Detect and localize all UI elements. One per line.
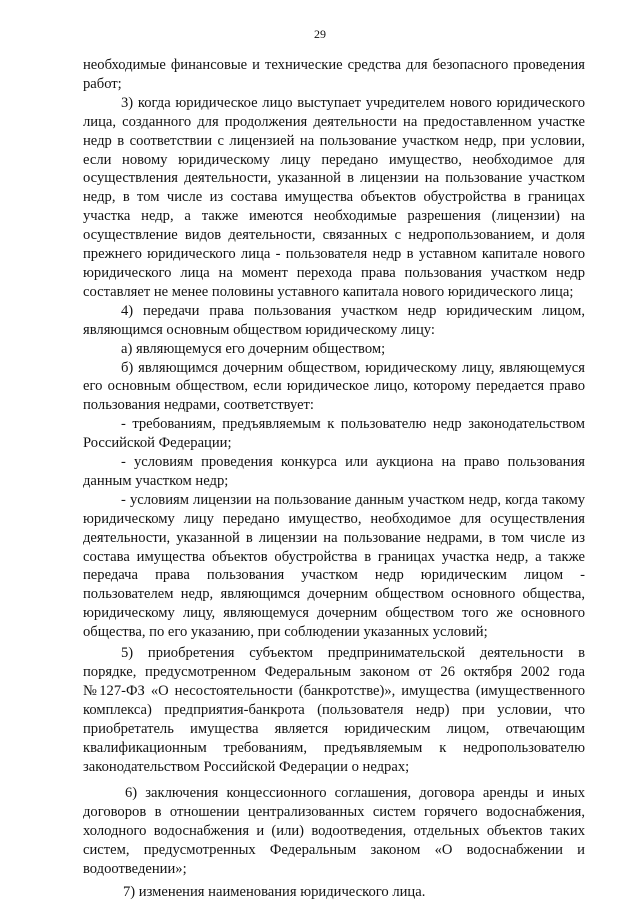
paragraph-item-7: 7) изменения наименования юридического лица. bbox=[123, 883, 426, 900]
paragraph-requirement-legislation: - требованиям, предъявляемым к пользователю недр законодательством Российской Федерации; bbox=[83, 416, 585, 452]
page-number: 29 bbox=[314, 27, 326, 41]
paragraph-subitem-b: б) являющимся дочерним обществом, юридическому лицу, являющемуся его основным обществом, если юридическое лицо, которому передается право пользования недрами, соответствует: bbox=[83, 359, 585, 414]
paragraph-requirement-license: - условиям лицензии на пользование данным участком недр, когда такому юридическому лицу передано имущество, необходимое для осуществления деятельности, указанной в лицензии на пользование недрами, в том числе из состава имущества объектов обустройства в границах участка недр, а также передача права пользования участком недр юридическим лицом - пользователем недр, являющимся дочерним обществом основного общества, юридическому лицу, являющемуся дочерним обществом того же основного общества, по его указанию, при соблюдении указанных условий; bbox=[83, 491, 585, 641]
paragraph-item-4: 4) передачи права пользования участком недр юридическим лицом, являющимся основным обществом юридическому лицу: bbox=[83, 302, 585, 338]
paragraph-item-6: 6) заключения концессионного соглашения, договора аренды и иных договоров в отношении централизованных систем горячего водоснабжения, холодного водоснабжения и (или) водоотведения, отдельных объектов таких систем, предусмотренных Федеральным законом «О водоснабжении и водоотведении»; bbox=[83, 785, 585, 878]
paragraph-item-5: 5) приобретения субъектом предпринимательской деятельности в порядке, предусмотренном Федеральным законом от 26 октября 2002 года №127-ФЗ «О несостоятельности (банкротстве)», имущества (имущественного комплекса) предприятия-банкрота (пользователя недр) при условии, что приобретатель имущества является юридическим лицом, отвечающим квалификационным требованиям, предъявляемым к недропользователю законодательством Российской Федерации о недрах; bbox=[83, 645, 585, 775]
paragraph-requirement-tender: - условиям проведения конкурса или аукциона на право пользования данным участком недр; bbox=[83, 454, 585, 489]
paragraph-continuation: необходимые финансовые и технические средства для безопасного проведения работ; bbox=[83, 57, 585, 92]
document-body bbox=[83, 56, 585, 902]
paragraph-subitem-a: а) являющемуся его дочерним обществом; bbox=[121, 340, 386, 357]
paragraph-item-3: 3) когда юридическое лицо выступает учредителем нового юридического лица, созданного для продолжения деятельности на предоставленном участке недр в соответствии с лицензией на пользование участком недр, при условии, если новому юридическому лицу передано имущество, необходимое для осуществления деятельности, указанной в лицензии на пользование участком недр, в том числе из состава имущества объектов обустройства в границах участка недр, а также имеются необходимые разрешения (лицензии) на осуществление видов деятельности, связанных с недропользованием, и доля прежнего юридического лица - пользователя недр в уставном капитале нового юридического лица на момент перехода права пользования участком недр составляет не менее половины уставного капитала нового юридического лица; bbox=[83, 94, 585, 300]
